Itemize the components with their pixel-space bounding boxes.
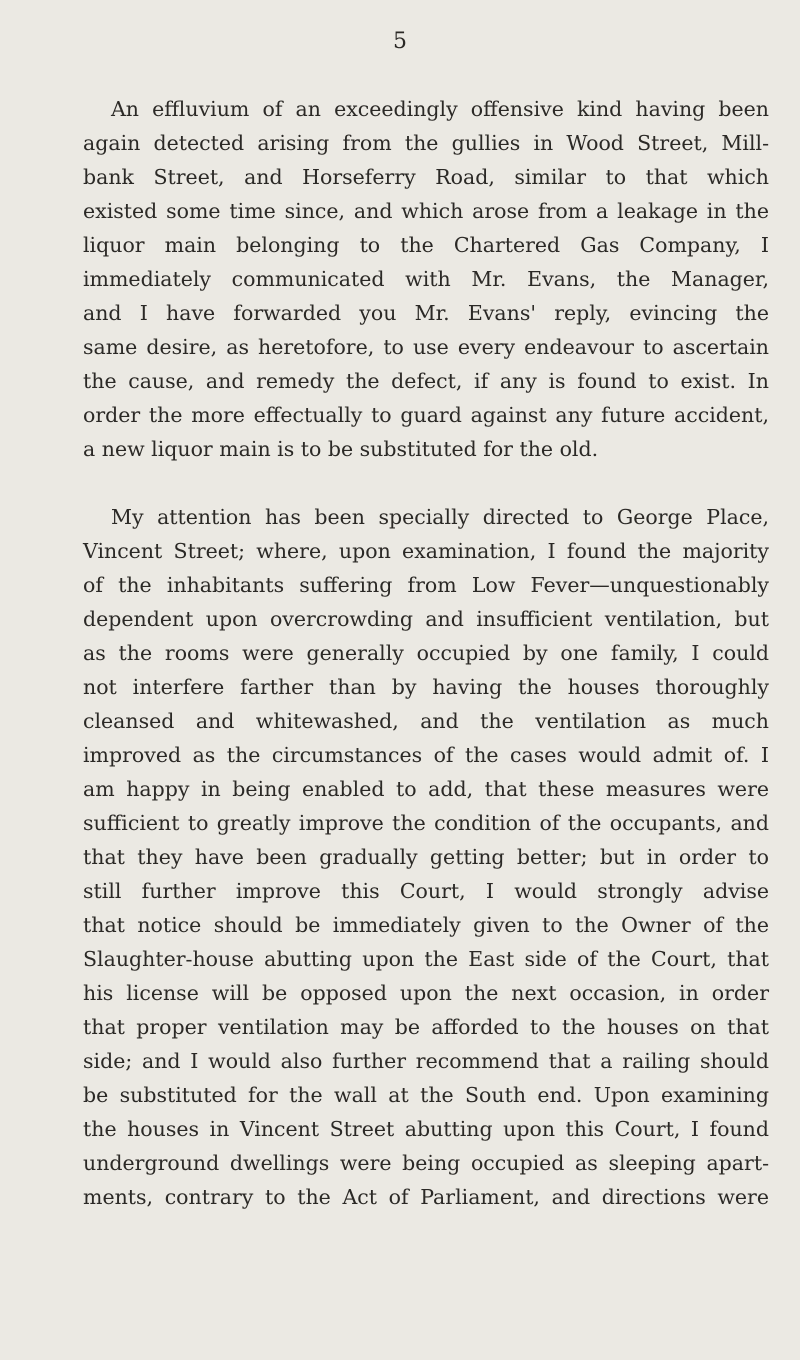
paragraph-effluvium bbox=[83, 92, 769, 466]
page-number: 5 bbox=[393, 29, 407, 54]
text-line: cleansed and whitewashed, and the ventilation as much bbox=[83, 709, 769, 733]
text-line: immediately communicated with Mr. Evans, the Manager, bbox=[83, 267, 769, 291]
text-line: sufficient to greatly improve the condition of the occupants, and bbox=[83, 811, 769, 835]
text-line: again detected arising from the gullies in Wood Street, Mill- bbox=[83, 131, 769, 155]
text-line: dependent upon overcrowding and insufficient ventilation, but bbox=[83, 607, 769, 631]
text-line: Vincent Street; where, upon examination, I found the majority bbox=[83, 539, 769, 563]
text-line: the houses in Vincent Street abutting upon this Court, I found bbox=[83, 1117, 769, 1141]
text-line: that notice should be immediately given to the Owner of the bbox=[83, 913, 769, 937]
text-line: order the more effectually to guard against any future accident, bbox=[83, 403, 769, 427]
text-line: that they have been gradually getting better; but in order to bbox=[83, 845, 769, 869]
text-line: as the rooms were generally occupied by one family, I could bbox=[83, 641, 769, 665]
text-line: the cause, and remedy the defect, if any is found to exist. In bbox=[83, 369, 769, 393]
text-line: still further improve this Court, I would strongly advise bbox=[83, 879, 769, 903]
text-line: existed some time since, and which arose from a leakage in the bbox=[83, 199, 769, 223]
text-line: improved as the circumstances of the cases would admit of. I bbox=[83, 743, 769, 767]
text-line: bank Street, and Horseferry Road, similar to that which bbox=[83, 165, 769, 189]
text-line: underground dwellings were being occupied as sleeping apart- bbox=[83, 1151, 769, 1175]
text-line: side; and I would also further recommend that a railing should bbox=[83, 1049, 769, 1073]
text-line: be substituted for the wall at the South end. Upon examining bbox=[83, 1083, 769, 1107]
paragraph-george-place bbox=[83, 500, 769, 1214]
text-line: that proper ventilation may be afforded to the houses on that bbox=[83, 1015, 769, 1039]
text-line: liquor main belonging to the Chartered Gas Company, I bbox=[83, 233, 769, 257]
text-line: same desire, as heretofore, to use every endeavour to ascertain bbox=[83, 335, 769, 359]
text-line: My attention has been specially directed to George Place, bbox=[111, 505, 769, 529]
text-line: of the inhabitants suffering from Low Fever—unquestionably bbox=[83, 573, 769, 597]
text-line: and I have forwarded you Mr. Evans' reply, evincing the bbox=[83, 301, 769, 325]
text-line: am happy in being enabled to add, that these measures were bbox=[83, 777, 769, 801]
text-line: An effluvium of an exceedingly offensive kind having been bbox=[111, 97, 769, 121]
text-line: ments, contrary to the Act of Parliament, and directions were bbox=[83, 1185, 769, 1209]
body-text bbox=[83, 92, 769, 1248]
text-line: Slaughter-house abutting upon the East side of the Court, that bbox=[83, 947, 769, 971]
text-line: not interfere farther than by having the houses thoroughly bbox=[83, 675, 769, 699]
text-line: a new liquor main is to be substituted for the old. bbox=[83, 437, 599, 461]
text-line: his license will be opposed upon the next occasion, in order bbox=[83, 981, 769, 1005]
